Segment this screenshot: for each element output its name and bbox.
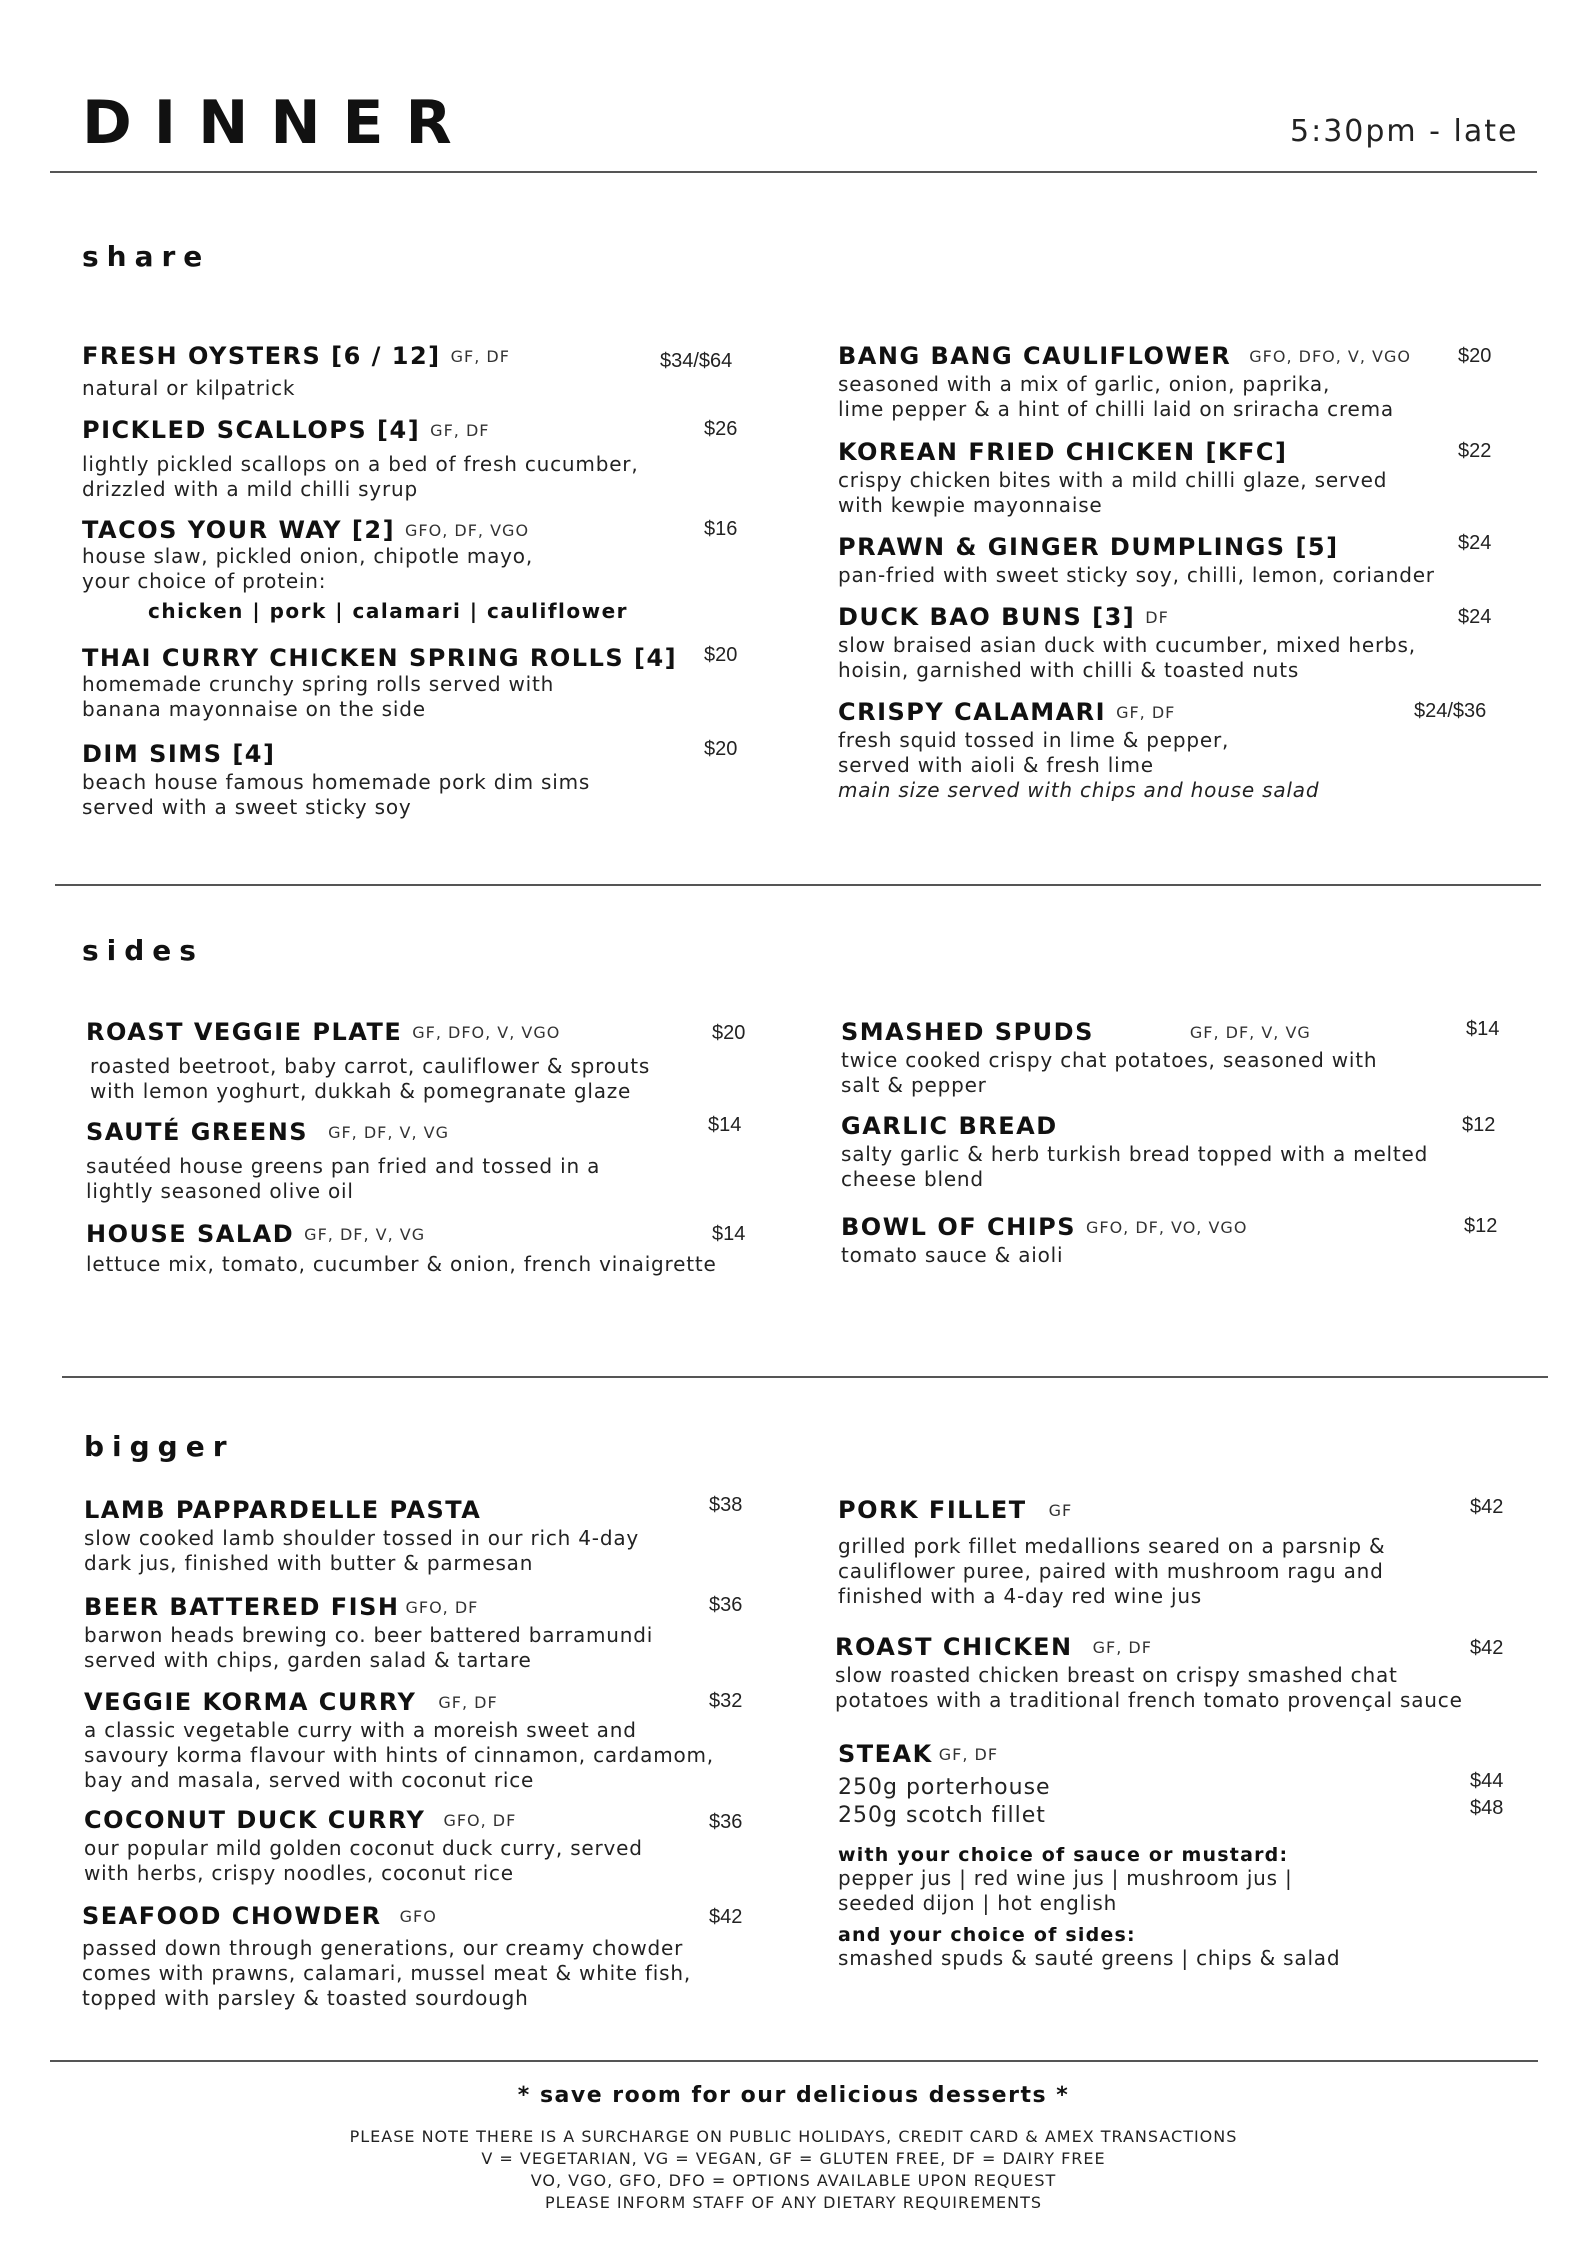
menu-item-crispy-calamari [838, 698, 1319, 803]
price: $14 [712, 1223, 746, 1245]
item-description: slow braised asian duck with cucumber, mixed herbs, hoisin, garnished with chilli & toasted nuts [838, 633, 1416, 682]
item-description: crispy chicken bites with a mild chilli glaze, served with kewpie mayonnaise [838, 468, 1388, 517]
menu-item-seafood-chowder [82, 1902, 691, 2011]
item-description: a classic vegetable curry with a moreish sweet and savoury korma flavour with hints of cinnamon, cardamom, bay and masala, served with coconut rice [84, 1718, 714, 1792]
menu-item-house-salad [86, 1220, 717, 1277]
item-description: slow roasted chicken breast on crispy smashed chat potatoes with a traditional french tomato provençal sauce [835, 1663, 1463, 1712]
dietary-tags: GF [1048, 1501, 1073, 1520]
item-name: SEAFOOD CHOWDER [82, 1902, 382, 1930]
menu-item-duck-bao-buns [838, 603, 1416, 683]
item-name: DIM SIMS [4] [82, 740, 276, 768]
item-description: lightly pickled scallops on a bed of fresh cucumber, drizzled with a mild chilli syrup [82, 452, 639, 501]
item-description: pan-fried with sweet sticky soy, chilli, lemon, coriander [838, 563, 1435, 587]
sides-heading: and your choice of sides: [838, 1924, 1136, 1946]
price: $22 [1458, 440, 1492, 462]
service-hours: 5:30pm - late [1290, 114, 1519, 149]
item-description: salty garlic & herb turkish bread topped with a melted cheese blend [841, 1142, 1429, 1191]
protein-choices: chicken | pork | calamari | cauliflower [148, 599, 629, 623]
item-name: TACOS YOUR WAY [2] [82, 516, 396, 544]
menu-item-bowl-of-chips [841, 1213, 1247, 1268]
price: $36 [709, 1594, 743, 1616]
price: $20 [1458, 345, 1492, 367]
dietary-tags: GF, DF [438, 1693, 498, 1712]
item-name: FRESH OYSTERS [6 / 12] [82, 342, 441, 370]
menu-item-garlic-bread [841, 1112, 1428, 1192]
menu-item-pork-fillet [838, 1496, 1385, 1609]
price-scotch-fillet: $48 [1470, 1797, 1504, 1819]
price-porterhouse: $44 [1470, 1770, 1504, 1792]
menu-item-lamb-pappardelle [84, 1496, 639, 1576]
menu-item-smashed-spuds [841, 1018, 1377, 1098]
sides-divider [62, 1376, 1548, 1378]
menu-item-prawn-ginger-dumplings [838, 533, 1435, 588]
menu-item-spring-rolls [82, 644, 677, 722]
section-title-sides: sides [82, 934, 204, 967]
item-description: seasoned with a mix of garlic, onion, paprika, lime pepper & a hint of chilli laid on sriracha crema [838, 372, 1394, 421]
price: $24/$36 [1414, 700, 1487, 722]
price: $12 [1464, 1215, 1498, 1237]
price: $16 [704, 518, 738, 540]
section-title-share: share [82, 240, 211, 273]
dietary-tags: GF, DF, V, VG [304, 1225, 426, 1244]
item-description: barwon heads brewing co. beer battered barramundi served with chips, garden salad & tartare [84, 1623, 654, 1672]
item-name: BEER BATTERED FISH [84, 1593, 400, 1621]
price: $42 [709, 1906, 743, 1928]
item-name: SAUTÉ GREENS [86, 1118, 309, 1146]
dietary-tags: GF, DF, V, VG [328, 1123, 450, 1142]
sauce-heading: with your choice of sauce or mustard: [838, 1844, 1289, 1866]
dietary-tags: GFO, DFO, V, VGO [1249, 347, 1411, 366]
item-name: LAMB PAPPARDELLE PASTA [84, 1496, 482, 1524]
menu-item-dim-sims [82, 740, 590, 820]
page-title: DINNER [82, 88, 474, 158]
dietary-tags: GF, DF [938, 1745, 999, 1764]
price: $12 [1462, 1114, 1496, 1136]
item-description: lettuce mix, tomato, cucumber & onion, french vinaigrette [86, 1252, 717, 1276]
item-name: SMASHED SPUDS [841, 1018, 1094, 1046]
menu-item-bang-bang-cauliflower [838, 342, 1411, 422]
dietary-tags: GFO, DF [405, 1598, 479, 1617]
dessert-note: * save room for our delicious desserts * [517, 2083, 1070, 2108]
dietary-tags: GF, DFO, V, VGO [412, 1023, 561, 1042]
item-description: roasted beetroot, baby carrot, cauliflower & sprouts with lemon yoghurt, dukkah & pomegranate glaze [90, 1054, 651, 1103]
menu-item-tacos-your-way [82, 516, 628, 623]
menu-item-fresh-oysters [82, 342, 510, 401]
dietary-tags: DF [1145, 608, 1169, 627]
price: $20 [712, 1022, 746, 1044]
price: $14 [1466, 1018, 1500, 1040]
item-description: natural or kilpatrick [82, 376, 296, 400]
price: $34/$64 [660, 350, 733, 372]
price: $24 [1458, 532, 1492, 554]
price: $42 [1470, 1637, 1504, 1659]
dietary-tags: GFO [399, 1907, 437, 1926]
menu-item-roast-chicken [835, 1633, 1463, 1713]
menu-item-steak [838, 1740, 1340, 1971]
item-name: KOREAN FRIED CHICKEN [KFC] [838, 438, 1288, 466]
price: $38 [709, 1494, 743, 1516]
item-description: house slaw, pickled onion, chipotle mayo, your choice of protein: [82, 544, 534, 593]
menu-item-saute-greens [86, 1118, 600, 1204]
item-name: BOWL OF CHIPS [841, 1213, 1076, 1241]
side-options: smashed spuds & sauté greens | chips & salad [838, 1946, 1341, 1970]
dietary-tags: GF, DF [1116, 703, 1176, 722]
menu-item-korean-fried-chicken [838, 438, 1387, 518]
item-name: CRISPY CALAMARI [838, 698, 1107, 726]
footer-notes [0, 2126, 1587, 2214]
dietary-tags: GF, DF [430, 421, 490, 440]
section-title-bigger: bigger [84, 1430, 235, 1463]
price: $20 [704, 738, 738, 760]
dietary-legend: V = VEGETARIAN, VG = VEGAN, GF = GLUTEN FREE, DF = DAIRY FREE [481, 2149, 1106, 2168]
item-description: passed down through generations, our creamy chowder comes with prawns, calamari, mussel meat & white fish, topped with parsley & toasted sourdough [82, 1936, 691, 2010]
dietary-tags: GFO, DF, VGO [405, 521, 530, 540]
bigger-divider [50, 2060, 1538, 2062]
item-name: PICKLED SCALLOPS [4] [82, 416, 421, 444]
price: $36 [709, 1811, 743, 1833]
item-name: PRAWN & GINGER DUMPLINGS [5] [838, 533, 1339, 561]
sauce-options: pepper jus | red wine jus | mushroom jus | seeded dijon | hot english [838, 1866, 1293, 1915]
item-name: ROAST CHICKEN [835, 1633, 1073, 1661]
menu-item-coconut-duck-curry [84, 1806, 643, 1886]
item-name: STEAK [838, 1740, 933, 1768]
item-description: beach house famous homemade pork dim sims served with a sweet sticky soy [82, 770, 591, 819]
dietary-tags: GF, DF [450, 347, 510, 366]
item-name: HOUSE SALAD [86, 1220, 295, 1248]
price: $20 [704, 644, 738, 666]
menu-item-roast-veggie-plate [86, 1018, 650, 1104]
dietary-requirements-note: PLEASE INFORM STAFF OF ANY DIETARY REQUIREMENTS [544, 2193, 1043, 2212]
share-divider [55, 884, 1541, 886]
item-name: DUCK BAO BUNS [3] [838, 603, 1136, 631]
steak-cut-porterhouse: 250g porterhouse [838, 1775, 1051, 1800]
price: $14 [708, 1114, 742, 1136]
menu-item-veggie-korma-curry [84, 1688, 714, 1793]
item-name: PORK FILLET [838, 1496, 1027, 1524]
item-name: COCONUT DUCK CURRY [84, 1806, 426, 1834]
item-name: BANG BANG CAULIFLOWER [838, 342, 1232, 370]
item-name: GARLIC BREAD [841, 1112, 1058, 1140]
dietary-tags: GF, DF, V, VG [1189, 1023, 1311, 1042]
item-description: twice cooked crispy chat potatoes, seasoned with salt & pepper [841, 1048, 1378, 1097]
dietary-tags: GF, DF [1092, 1638, 1152, 1657]
item-description: slow cooked lamb shoulder tossed in our rich 4-day dark jus, finished with butter & parmesan [84, 1526, 640, 1575]
item-description: grilled pork fillet medallions seared on a parsnip & cauliflower puree, paired with mushroom ragu and finished with a 4-day red wine jus [838, 1534, 1386, 1608]
item-description: tomato sauce & aioli [841, 1243, 1064, 1267]
price: $42 [1470, 1496, 1504, 1518]
options-legend: VO, VGO, GFO, DFO = OPTIONS AVAILABLE UPON REQUEST [530, 2171, 1057, 2190]
menu-item-beer-battered-fish [84, 1593, 653, 1673]
header-divider [50, 171, 1537, 173]
price: $24 [1458, 606, 1492, 628]
surcharge-note: PLEASE NOTE THERE IS A SURCHARGE ON PUBLIC HOLIDAYS, CREDIT CARD & AMEX TRANSACTIONS [349, 2127, 1238, 2146]
dietary-tags: GFO, DF, VO, VGO [1085, 1218, 1248, 1237]
item-description: fresh squid tossed in lime & pepper, served with aioli & fresh lime main size served with chips and house salad [838, 728, 1320, 802]
size-note: main size served with chips and house salad [838, 778, 1320, 802]
price: $26 [704, 418, 738, 440]
dietary-tags: GFO, DF [443, 1811, 517, 1830]
item-description: homemade crunchy spring rolls served with banana mayonnaise on the side [82, 672, 555, 721]
steak-cut-scotch-fillet: 250g scotch fillet [838, 1803, 1046, 1828]
item-name: VEGGIE KORMA CURRY [84, 1688, 417, 1716]
item-description: sautéed house greens pan fried and tossed in a lightly seasoned olive oil [86, 1154, 601, 1203]
price: $32 [709, 1690, 743, 1712]
item-name: ROAST VEGGIE PLATE [86, 1018, 403, 1046]
item-description: our popular mild golden coconut duck curry, served with herbs, crispy noodles, coconut rice [84, 1836, 643, 1885]
item-name: THAI CURRY CHICKEN SPRING ROLLS [4] [82, 644, 678, 672]
menu-item-pickled-scallops [82, 416, 638, 502]
